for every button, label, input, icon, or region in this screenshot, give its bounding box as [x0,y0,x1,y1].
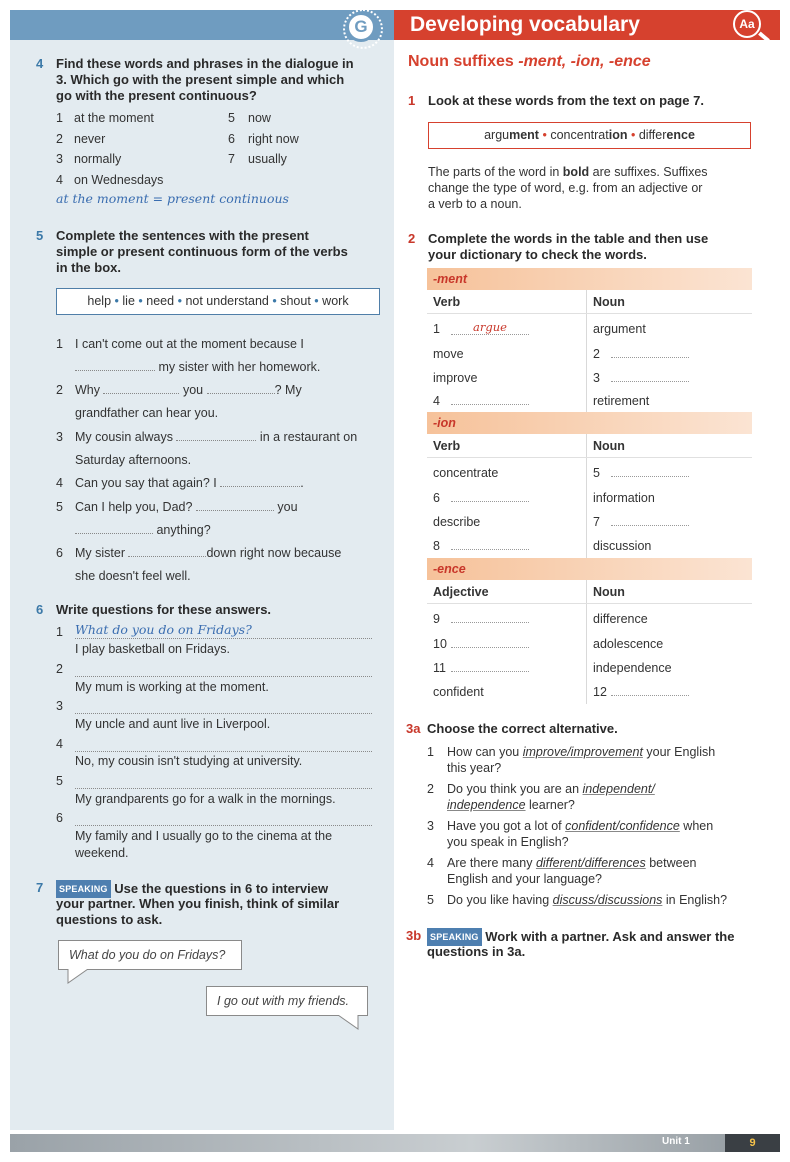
word-work: work [322,294,349,308]
word-difference: difference [638,128,695,142]
answer-blank[interactable] [611,348,689,358]
ex6-item-number: 2 [56,662,63,676]
exercise-3a-instruction: Choose the correct alternative. [427,721,618,736]
cell-number: 1 [433,322,440,336]
exercise-7-instruction-line-3: questions to ask. [56,912,163,927]
exercise-4-instruction-line-1: Find these words and phrases in the dialogue in [56,56,354,71]
ex6-answer: My grandparents go for a walk in the mornings. [75,792,336,806]
alternative-options[interactable]: confident/confidence [565,819,680,833]
ex5-sentence-text: in a restaurant on [259,430,358,444]
ex4-item-number: 5 [228,111,235,125]
table-cell: discussion [593,539,652,553]
table-header-verb: Verb [427,434,587,457]
answer-blank[interactable] [128,546,206,557]
ex6-answer: My uncle and aunt live in Liverpool. [75,717,271,731]
workbook-page [10,10,780,1152]
cell-number: 4 [433,394,440,408]
alternative-options[interactable]: different/differences [535,856,646,870]
exercise-2-instruction-line-2: your dictionary to check the words. [428,247,647,262]
table-row [427,632,752,656]
answer-blank[interactable] [451,638,529,648]
ex4-item-text: at the moment [74,111,154,125]
instruction-text: Work with a partner. Ask and answer the [485,929,735,944]
answer-blank[interactable] [611,467,689,477]
bullet: • [177,294,182,308]
bullet: • [314,294,319,308]
speaking-tag: SPEAKING [427,928,482,946]
answer-line[interactable] [75,788,372,789]
speech-bubble-tail [336,1015,366,1031]
table-row [427,486,752,510]
cell-number: 3 [593,371,600,385]
word-shout: shout [280,294,311,308]
word-lie: lie [122,294,135,308]
ex5-sentence-text: Saturday afternoons. [75,453,192,467]
ex5-sentence-text: she doesn't feel well. [75,569,191,583]
table-header-row [427,580,752,604]
word-argument: argument [484,128,539,142]
ex3a-item-line: English and your language? [447,872,602,886]
table-band-ion: -ion [427,412,752,434]
vocabulary-magnifier-icon: Aa [733,10,761,38]
ex1-paragraph-line-1: The parts of the word in bold are suffixes. Suffixes [428,165,708,179]
table-cell: describe [427,510,587,534]
word-help: help [87,294,112,308]
word-not-understand: not understand [185,294,269,308]
ex5-sentence-text: down right now because [206,546,342,560]
alternative-options[interactable]: discuss/discussions [552,893,663,907]
ex6-item-number: 3 [56,699,63,713]
ex4-item-number: 2 [56,132,63,146]
ex5-sentence-number: 1 [56,337,63,351]
table-cell: adolescence [593,637,664,651]
exercise-6-number: 6 [36,602,44,617]
ex6-answer: weekend. [75,846,129,860]
ex3a-item-number: 1 [427,745,434,759]
table-cell: concentrate [427,458,587,486]
answer-blank[interactable] [176,430,256,441]
table-row [427,390,752,412]
ex4-item-number: 4 [56,173,63,187]
table-row [427,510,752,534]
cell-number: 5 [593,466,600,480]
table-row [427,604,752,632]
ex4-item-text: never [74,132,106,146]
table-row [427,458,752,486]
answer-blank[interactable] [451,540,529,550]
ex6-item-number: 5 [56,774,63,788]
answer-blank[interactable] [451,321,529,335]
cell-number: 8 [433,539,440,553]
exercise-7-instruction-line-2: your partner. When you finish, think of similar [56,896,340,911]
answer-line[interactable] [75,825,372,826]
section-title [408,53,651,71]
ex5-sentence-number: 4 [56,476,63,490]
table-band-ence: -ence [427,558,752,580]
speaking-tag: SPEAKING [56,880,111,898]
cell-number: 12 [593,685,607,699]
ex6-answer: I play basketball on Fridays. [75,642,230,656]
ex6-item-number: 1 [56,625,63,639]
table-cell: argument [593,322,646,336]
speech-bubble-answer: I go out with my friends. [206,986,368,1016]
answer-blank[interactable] [611,516,689,526]
ex5-sentence-text: I can't come out at the moment because I [75,337,304,351]
ex3a-item-number: 2 [427,782,434,796]
bullet: • [114,294,119,308]
exercise-1-instruction: Look at these words from the text on page 7. [428,93,704,108]
ex3a-item-number: 3 [427,819,434,833]
handwritten-answer: argue [473,320,507,334]
table-header-noun: Noun [593,585,625,599]
footer-unit-label: Unit 1 [662,1136,690,1147]
answer-blank[interactable] [451,613,529,623]
ex5-sentence-text: Can I help you, Dad? [75,500,193,514]
ex1-paragraph-line-2: change the type of word, e.g. from an adjective or [428,181,703,195]
exercise-2-number: 2 [408,231,416,246]
cell-number: 10 [433,637,447,651]
table-cell: improve [427,366,587,390]
ex5-sentence-text: ? My [274,383,302,397]
exercise-5-instruction-line-2: simple or present continuous form of the verbs [56,244,348,259]
ex3a-item-line: Have you got a lot of confident/confidence when [447,819,714,833]
bullet: • [138,294,143,308]
ex4-item-number: 1 [56,111,63,125]
ex5-sentence-line [75,545,341,561]
ex6-answer: My mum is working at the moment. [75,680,269,694]
exercise-3b-instruction-line-2: questions in 3a. [427,944,526,959]
bullet: • [272,294,277,308]
ex6-handwritten-question: What do you do on Fridays? [75,622,252,637]
answer-blank[interactable] [75,360,155,371]
ex5-sentence-text: Can you say that again? I [75,476,217,490]
ex5-sentence-text: . [300,476,304,490]
ex6-item-number: 6 [56,811,63,825]
table-row [427,656,752,680]
ex5-sentence-number: 3 [56,430,63,444]
exercise-2-instruction-line-1: Complete the words in the table and then use [428,231,709,246]
exercise-1-number: 1 [408,93,416,108]
ex4-item-text: normally [74,152,122,166]
ex3a-item-line: Do you like having discuss/discussions in English? [447,893,728,907]
ex5-sentence-text: my sister with her homework. [158,360,321,374]
table-header-adjective: Adjective [427,580,587,603]
table-header-verb: Verb [427,290,587,313]
answer-blank[interactable] [220,476,300,487]
ex5-sentence-number: 5 [56,500,63,514]
grammar-icon: G [346,12,376,42]
page-title: Developing vocabulary [410,13,640,36]
ex3a-item-line: How can you improve/improvement your English [447,745,716,759]
answer-line[interactable] [75,676,372,677]
answer-blank[interactable] [103,383,179,394]
ex5-sentence-line [75,382,302,398]
ex3a-item-line: Do you think you are an independent/ [447,782,655,796]
answer-blank[interactable] [611,686,689,696]
ex4-item-text: now [248,111,271,125]
exercise-3a-number: 3a [406,721,421,736]
cell-number: 6 [433,491,440,505]
table-header-row [427,290,752,314]
ex5-sentence-text: My cousin always [75,430,173,444]
ex5-sentence-line [75,522,211,538]
ex4-item-text: on Wednesdays [74,173,164,187]
ex1-paragraph-line-3: a verb to a noun. [428,197,522,211]
answer-blank[interactable] [451,395,529,405]
answer-line[interactable] [75,638,372,639]
table-cell: independence [593,661,672,675]
cell-number: 2 [593,347,600,361]
ex5-sentence-line [75,475,304,491]
ex3a-item-line: you speak in English? [447,835,569,849]
bullet: • [542,128,547,142]
ex3a-item-number: 4 [427,856,434,870]
ex4-item-text: right now [248,132,299,146]
ex5-sentence-text: you [277,500,298,514]
ex4-item-text: usually [248,152,287,166]
table-cell: retirement [593,394,650,408]
table-header-noun: Noun [593,295,625,309]
grammar-header-bar [10,10,394,40]
ex5-sentence-number: 2 [56,383,63,397]
table-row [427,342,752,366]
ex4-item-number: 6 [228,132,235,146]
word-concentration: concentration [550,128,628,142]
exercise-4-number: 4 [36,56,44,71]
ex6-answer: My family and I usually go to the cinema at the [75,829,333,843]
answer-line[interactable] [75,713,372,714]
table-header-noun: Noun [593,439,625,453]
table-cell: move [427,342,587,366]
instruction-text: Use the questions in 6 to interview [114,881,329,896]
answer-blank[interactable] [207,383,275,394]
section-title-suffixes: -ment, -ion, -ence [518,53,651,70]
ex3a-item-line: this year? [447,761,502,775]
table-cell: confident [427,680,587,704]
table-row [427,534,752,558]
table-row [427,680,752,704]
answer-blank[interactable] [451,662,529,672]
ex5-sentence-line [75,359,320,375]
table-row [427,366,752,390]
answer-line[interactable] [75,751,372,752]
ex6-answer: No, my cousin isn't studying at university. [75,754,303,768]
ex3a-item-line: independence learner? [447,798,575,812]
cell-number: 7 [593,515,600,529]
speech-bubble-question: What do you do on Fridays? [58,940,242,970]
ex5-sentence-number: 6 [56,546,63,560]
ex5-sentence-text: anything? [156,523,211,537]
ex5-sentence-line [75,499,298,515]
answer-blank[interactable] [196,500,274,511]
exercise-6-instruction: Write questions for these answers. [56,602,272,617]
ex1-word-box [428,122,751,149]
table-cell: difference [593,612,648,626]
suffix-table [427,268,752,704]
speech-bubble-tail [66,969,96,985]
word-need: need [146,294,175,308]
exercise-4-instruction-line-3: go with the present continuous? [56,88,257,103]
cell-number: 11 [433,661,446,675]
ex5-sentence-text: My sister [75,546,125,560]
ex3a-item-number: 5 [427,893,434,907]
answer-blank[interactable] [611,372,689,382]
table-band-ment: -ment [427,268,752,290]
exercise-3b-number: 3b [406,928,422,943]
exercise-4-instruction-line-2: 3. Which go with the present simple and which [56,72,345,87]
exercise-5-instruction-line-1: Complete the sentences with the present [56,228,309,243]
bullet: • [630,128,636,142]
table-header-row [427,434,752,458]
exercise-5-number: 5 [36,228,44,243]
ex4-item-number: 7 [228,152,235,166]
ex5-sentence-line [75,429,357,445]
ex4-item-number: 3 [56,152,63,166]
page-number: 9 [725,1134,780,1152]
alternative-options[interactable]: independent/ [582,782,655,796]
ex6-item-number: 4 [56,737,63,751]
section-title-prefix: Noun suffixes [408,53,519,70]
exercise-7-number: 7 [36,880,44,895]
exercise-5-instruction-line-3: in the box. [56,260,121,275]
ex3a-item-line: Are there many different/differences between [447,856,697,870]
table-cell: information [593,491,655,505]
ex5-sentence-text: grandfather can hear you. [75,406,219,420]
answer-blank[interactable] [75,523,153,534]
cell-number: 9 [433,612,440,626]
answer-blank[interactable] [451,492,529,502]
table-row [427,314,752,342]
alternative-options[interactable]: improve/improvement [522,745,643,759]
ex5-sentence-text: you [182,383,204,397]
ex5-sentence-text: Why [75,383,100,397]
ex5-verb-box [56,288,380,315]
alternative-options[interactable]: independence [447,798,526,812]
ex4-handwritten-example: at the moment = present continuous [56,191,289,206]
